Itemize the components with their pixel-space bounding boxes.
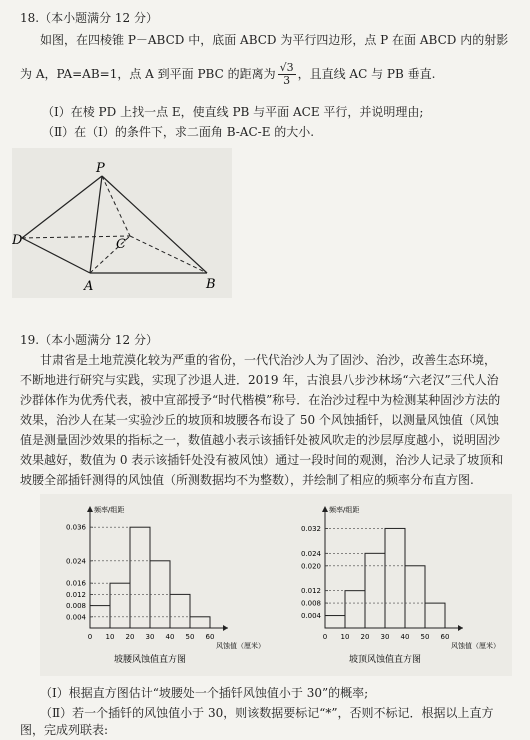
histogram-bar bbox=[365, 553, 385, 628]
x-tick-label: 20 bbox=[360, 633, 370, 641]
y-axis-label: 频率/组距 bbox=[329, 506, 360, 514]
y-axis-label: 频率/组距 bbox=[94, 506, 125, 514]
x-tick-label: 20 bbox=[125, 633, 135, 641]
x-axis-label: 风蚀值（厘米） bbox=[216, 642, 265, 650]
q19-part2b: 图，完成列联表: bbox=[20, 723, 109, 737]
x-tick-label: 50 bbox=[185, 633, 195, 641]
fraction-denominator: 3 bbox=[283, 74, 291, 87]
q19-part1: （Ⅰ）根据直方图估计“坡腰处一个插钎风蚀值小于 30”的概率; bbox=[40, 686, 369, 700]
y-tick-label: 0.036 bbox=[65, 523, 86, 532]
y-tick-label: 0.004 bbox=[300, 612, 321, 621]
histogram-bar bbox=[190, 617, 210, 628]
q19-part2a: （Ⅱ）若一个插钎的风蚀值小于 30，则该数据要标记“*”，否则不标记．根据以上直方 bbox=[40, 706, 494, 720]
q19-p2: 不断地进行研究与实践，实现了沙退人进．2019 年，古浪县八步沙林场“六老汉”三代人治 bbox=[20, 373, 499, 387]
distance-fraction bbox=[278, 62, 296, 87]
histogram-bar bbox=[170, 594, 190, 628]
histogram-caption: 坡腰风蚀值直方图 bbox=[113, 655, 187, 665]
y-tick-label: 0.024 bbox=[300, 549, 321, 558]
x-tick-label: 0 bbox=[322, 633, 328, 641]
y-tick-label: 0.024 bbox=[65, 557, 86, 566]
q18-part2: （Ⅱ）在（Ⅰ）的条件下，求二面角 B-AC-E 的大小. bbox=[42, 125, 315, 139]
y-axis-arrow bbox=[87, 506, 93, 512]
vertex-label-A: A bbox=[84, 279, 94, 294]
y-axis-arrow bbox=[322, 506, 328, 512]
y-tick-label: 0.004 bbox=[65, 613, 86, 622]
q19-p5: 值是测量固沙效果的指标之一，数值越小表示该插钎处被风吹走的沙层厚度越小，说明固沙 bbox=[20, 433, 501, 447]
x-tick-label: 60 bbox=[440, 633, 450, 641]
y-tick-label: 0.012 bbox=[65, 590, 86, 599]
x-axis-label: 风蚀值（厘米） bbox=[451, 642, 500, 650]
q18-line1: 如图，在四棱锥 P－ABCD 中，底面 ABCD 为平行四边形，点 P 在面 ABCD 内的射影 bbox=[40, 33, 509, 47]
q19-p1: 甘肃省是土地荒漠化较为严重的省份，一代代治沙人为了固沙、治沙，改善生态环境， bbox=[40, 353, 497, 367]
q19-p3: 沙群体作为优秀代表，被中宣部授予“时代楷模”称号．在治沙过程中为检测某种固沙方法的 bbox=[20, 393, 501, 407]
q19-title: 19.（本小题满分 12 分） bbox=[20, 333, 158, 347]
y-tick-label: 0.020 bbox=[300, 562, 321, 571]
x-axis-arrow bbox=[458, 625, 463, 631]
vertex-label-B: B bbox=[206, 277, 216, 292]
y-tick-label: 0.016 bbox=[65, 579, 86, 588]
slope-waist-histogram bbox=[48, 500, 273, 675]
pyramid-figure bbox=[12, 148, 232, 298]
histogram-bar bbox=[345, 591, 365, 628]
histogram-bar bbox=[325, 616, 345, 628]
fraction-numerator: √3 bbox=[279, 61, 294, 74]
x-tick-label: 40 bbox=[400, 633, 410, 641]
y-tick-label: 0.008 bbox=[300, 599, 321, 608]
q18-title: 18.（本小题满分 12 分） bbox=[20, 11, 158, 25]
q19-p6: 效果越好，数值为 0 表示该插钎处没有被风蚀）通过一段时间的观测，治沙人记录了坡顶和 bbox=[20, 453, 504, 467]
histogram-bar bbox=[130, 527, 150, 628]
x-tick-label: 0 bbox=[87, 633, 93, 641]
x-axis-arrow bbox=[223, 625, 228, 631]
y-tick-label: 0.008 bbox=[65, 602, 86, 611]
x-tick-label: 30 bbox=[380, 633, 390, 641]
figure-background bbox=[12, 148, 232, 298]
histogram-bar bbox=[405, 566, 425, 628]
q18-line2a: 为 A，PA=AB=1，点 A 到平面 PBC 的距离为 bbox=[20, 67, 276, 81]
histogram-caption: 坡顶风蚀值直方图 bbox=[348, 655, 422, 665]
histogram-bar bbox=[110, 583, 130, 628]
vertex-label-D: D bbox=[12, 233, 23, 248]
x-tick-label: 60 bbox=[205, 633, 215, 641]
y-tick-label: 0.012 bbox=[300, 587, 321, 596]
q19-p4: 效果，治沙人在某一实验沙丘的坡顶和坡腰各布设了 50 个风蚀插钎，以测量风蚀值（风蚀 bbox=[20, 413, 499, 427]
histogram-bar bbox=[425, 603, 445, 628]
histogram-bar bbox=[385, 528, 405, 628]
x-tick-label: 10 bbox=[105, 633, 115, 641]
x-tick-label: 30 bbox=[145, 633, 155, 641]
x-tick-label: 10 bbox=[340, 633, 350, 641]
q19-p7: 坡腰全部插钎测得的风蚀值（所测数据均不为整数），并绘制了相应的频率分布直方图. bbox=[20, 473, 474, 487]
slope-top-histogram bbox=[283, 500, 508, 675]
x-tick-label: 40 bbox=[165, 633, 175, 641]
q18-line2 bbox=[20, 62, 435, 87]
x-tick-label: 50 bbox=[420, 633, 430, 641]
vertex-label-P: P bbox=[96, 161, 105, 176]
y-tick-label: 0.032 bbox=[300, 524, 321, 533]
q18-part1: （Ⅰ）在棱 PD 上找一点 E，使直线 PB 与平面 ACE 平行，并说明理由; bbox=[42, 105, 424, 119]
vertex-label-C: C bbox=[116, 237, 126, 252]
q18-line2b: ，且直线 AC 与 PB 垂直. bbox=[297, 67, 436, 81]
